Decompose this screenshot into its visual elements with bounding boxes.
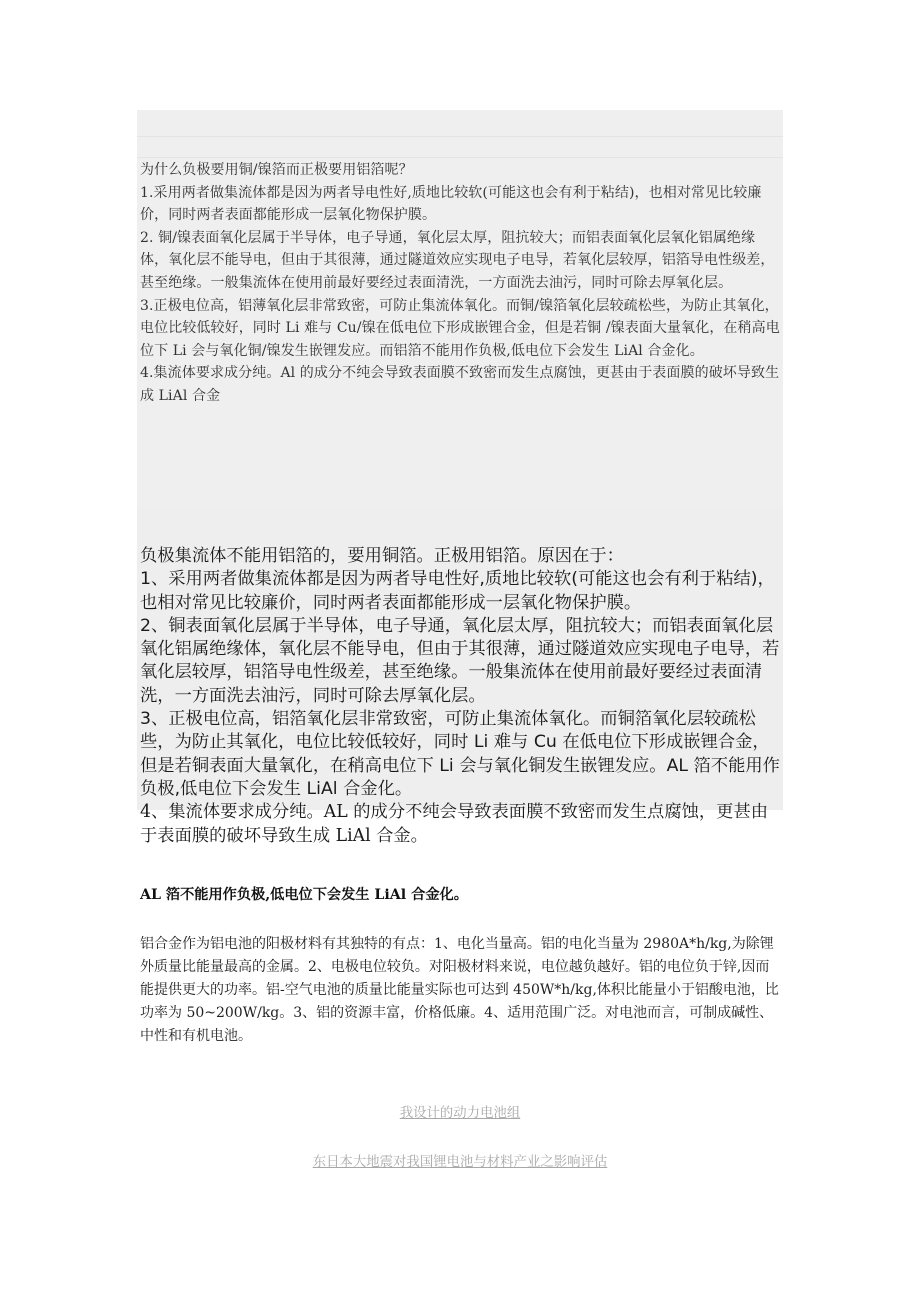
bold-conclusion: AL 箔不能用作负极,低电位下会发生 LiAl 合金化。	[140, 887, 468, 903]
paragraph: 4、集流体要求成分纯。AL 的成分不纯会导致表面膜不致密而发生点腐蚀，更甚由于表面膜的破坏导致生成 LiAl 合金。	[140, 802, 769, 846]
section-copper-nickel-vs-aluminum	[140, 159, 782, 408]
section-current-collector-reasons	[140, 545, 782, 848]
paragraph: 1.采用两者做集流体都是因为两者导电性好,质地比较软(可能这也会有利于粘结)，也相对常见比较廉价，同时两者表面都能形成一层氧化物保护膜。	[140, 184, 762, 224]
section-title: 负极集流体不能用铝箔的，要用铜箔。正极用铝箔。原因在于：	[140, 546, 624, 566]
section-title: 为什么负极要用铜/镍箔而正极要用铝箔呢？	[140, 162, 413, 178]
shade-divider	[137, 136, 783, 137]
paragraph: 3.正极电位高，铝薄氧化层非常致密，可防止集流体氧化。而铜/镍箔氧化层较疏松些，为防止其氧化，电位比较低较好，同时 Li 难与 Cu/镍在低电位下形成嵌锂合金，但是若铜 /镍表面大量氧化，在稍高电位下 Li 会与氧化铜/镍发生嵌锂发应。而铝箔不能用作负极,低电位下会发生 LiAl 合金化。	[140, 297, 780, 359]
related-link-earthquake-impact[interactable]: 东日本大地震对我国锂电池与材料产业之影响评估	[312, 1155, 608, 1170]
paragraph: 4.集流体要求成分纯。Al 的成分不纯会导致表面膜不致密而发生点腐蚀，更甚由于表面膜的破坏导致生成 LiAl 合金	[140, 365, 780, 404]
paragraph: 铝合金作为铝电池的阳极材料有其独特的有点：1、电化当量高。铝的电化当量为 2980A*h/kg,为除锂外质量比能量最高的金属。2、电极电位较负。对阳极材料来说，电位越负越好。铝的电位负于锌,因而能提供更大的功率。铝-空气电池的质量比能量实际也可达到 450W*h/kg,体积比能量小于铝酸电池，比功率为 50~200W/kg。3、铝的资源丰富，价格低廉。4、适用范围广泛。对电池而言，可制成碱性、中性和有机电池。	[140, 936, 779, 1044]
shade-divider	[137, 157, 783, 158]
paragraph: 1、采用两者做集流体都是因为两者导电性好,质地比较软(可能这也会有利于粘结)，也相对常见比较廉价，同时两者表面都能形成一层氧化物保护膜。	[140, 569, 775, 613]
paragraph: 2. 铜/镍表面氧化层属于半导体，电子导通，氧化层太厚，阻抗较大；而铝表面氧化层氧化铝属绝缘体，氧化层不能导电，但由于其很薄，通过隧道效应实现电子电导，若氧化层较厚，铝箔导电性级差，甚至绝缘。一般集流体在使用前最好要经过表面清洗，一方面洗去油污，同时可除去厚氧化层。	[140, 229, 775, 291]
related-link-power-battery[interactable]: 我设计的动力电池组	[399, 1106, 521, 1121]
paragraph: 3、正极电位高，铝箔氧化层非常致密，可防止集流体氧化。而铜箔氧化层较疏松些，为防止其氧化，电位比较低较好，同时 Li 难与 Cu 在低电位下形成嵌锂合金，但是若铜表面大量氧化，在稍高电位下 Li 会与氧化铜发生嵌锂发应。AL 箔不能用作负极,低电位下会发生 LiAl 合金化。	[140, 709, 780, 799]
paragraph: 2、铜表面氧化层属于半导体，电子导通，氧化层太厚，阻抗较大；而铝表面氧化层氧化铝属绝缘体，氧化层不能导电，但由于其很薄，通过隧道效应实现电子电导，若氧化层较厚，铝箔导电性级差，甚至绝缘。一般集流体在使用前最好要经过表面清洗，一方面洗去油污，同时可除去厚氧化层。	[140, 615, 780, 706]
section-aluminum-alloy-anode	[140, 933, 782, 1048]
